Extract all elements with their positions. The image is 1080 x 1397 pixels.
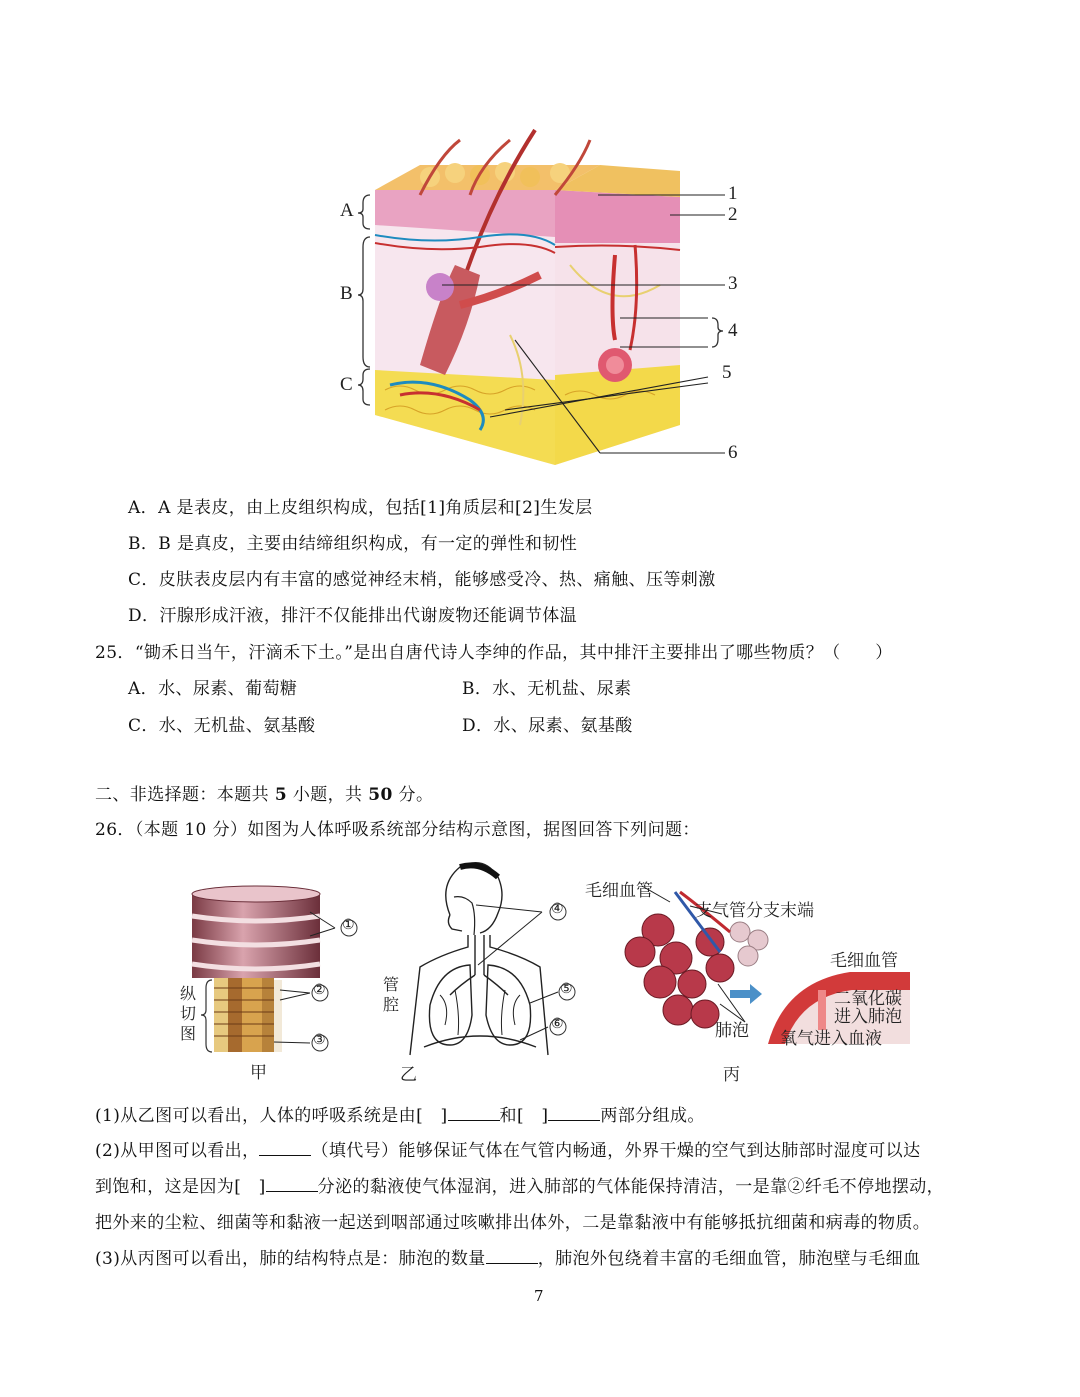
section-2-score: 50 [368, 785, 393, 805]
section-2-suffix: 分。 [392, 785, 434, 805]
yi-marker-6: ⑥ [551, 1016, 564, 1032]
skin-label-a: A [340, 200, 354, 221]
skin-label-2: 2 [728, 204, 738, 225]
section-2-heading [95, 784, 433, 806]
yi-marker-4: ④ [551, 901, 564, 917]
section-2-count: 5 [274, 785, 288, 805]
q26-sub2-line3: 把外来的尘粒、细菌等和黏液一起送到咽部通过咳嗽排出体外，二是靠黏液中有能够抵抗细菌和病毒的物质。 [95, 1213, 931, 1233]
q26-sub2-line2-part-b: 分泌的黏液使气体湿润，进入肺部的气体能保持清洁，一是靠②纤毛不停地摆动， [317, 1177, 945, 1197]
jia-marker-2: ② [313, 982, 326, 998]
q24-option-d: D．汗腺形成汗液，排汗不仅能排出代谢废物还能调节体温 [128, 606, 578, 626]
jia-caption: 甲 [250, 1063, 267, 1083]
skin-label-1: 1 [728, 183, 738, 204]
q26-sub1 [95, 1105, 705, 1127]
bing-label-alveoli: 肺泡 [715, 1021, 749, 1041]
bing-label-into-alveoli: 进入肺泡 [834, 1007, 902, 1027]
q26-sub2-part-a: (2)从甲图可以看出， [95, 1141, 260, 1161]
q26-sub2-line2-part-a: 到饱和，这是因为[ ] [95, 1177, 266, 1197]
jia-side-label: 纵切图 [180, 984, 197, 1043]
bing-caption: 丙 [723, 1065, 740, 1085]
q26-sub2-line2 [95, 1176, 944, 1198]
q26-sub3-part-b: ，肺泡外包绕着丰富的毛细血管，肺泡壁与毛细血 [537, 1249, 921, 1269]
skin-label-b: B [340, 283, 353, 304]
skin-label-5: 5 [722, 362, 732, 383]
q25-stem: 25．“锄禾日当午，汗滴禾下土。”是出自唐代诗人李绅的作品，其中排汗主要排出了哪些物质？（ ） [95, 643, 893, 663]
q26-sub1-part-a: (1)从乙图可以看出，人体的呼吸系统是由[ ] [95, 1106, 448, 1126]
q24-option-b: B．B 是真皮，主要由结缔组织构成，有一定的弹性和韧性 [128, 534, 578, 554]
jia-marker-1: ① [342, 917, 355, 933]
q25-option-b: B．水、无机盐、尿素 [462, 679, 632, 699]
bing-label-bronchiole: 支气管分支末端 [695, 901, 814, 921]
skin-figure [330, 125, 750, 480]
figure-jia [170, 880, 370, 1085]
skin-diagram [330, 125, 750, 480]
q26-sub2-blank-2[interactable] [266, 1177, 318, 1192]
q26-sub3-blank-1[interactable] [486, 1249, 538, 1264]
q25-option-d: D．水、尿素、氨基酸 [462, 716, 633, 736]
yi-caption: 乙 [400, 1065, 417, 1085]
skin-label-c: C [340, 374, 353, 395]
bing-label-capillary-top: 毛细血管 [585, 881, 653, 901]
q26-sub2-blank-1[interactable] [259, 1141, 311, 1156]
q26-sub1-part-c: 两部分组成。 [600, 1106, 705, 1126]
bing-label-capillary-right: 毛细血管 [830, 951, 898, 971]
figure-bing [580, 872, 920, 1087]
jia-marker-3: ③ [313, 1032, 326, 1048]
yi-side-label: 管腔 [383, 975, 400, 1014]
q26-sub3 [95, 1248, 921, 1270]
q25-option-c: C．水、无机盐、氨基酸 [128, 716, 316, 736]
q24-option-c: C．皮肤表皮层内有丰富的感觉神经末梢，能够感受冷、热、痛触、压等刺激 [128, 570, 716, 590]
q26-sub2-line1 [95, 1140, 920, 1162]
trachea-diagram [170, 880, 370, 1085]
q26-sub1-part-b: 和[ ] [499, 1106, 549, 1126]
section-2-prefix: 二、非选择题：本题共 [95, 785, 275, 805]
q26-sub1-blank-2[interactable] [548, 1106, 600, 1121]
bing-label-o2: 氧气进入血液 [780, 1029, 882, 1049]
q26-sub3-part-a: (3)从丙图可以看出，肺的结构特点是：肺泡的数量 [95, 1249, 486, 1269]
skin-label-6: 6 [728, 442, 738, 463]
bing-label-co2: 二氧化碳 [834, 989, 902, 1009]
yi-marker-5: ⑤ [560, 981, 573, 997]
q24-option-a: A．A 是表皮，由上皮组织构成，包括[1]角质层和[2]生发层 [128, 498, 593, 518]
figure-yi [380, 855, 580, 1085]
q25-option-a: A．水、尿素、葡萄糖 [128, 679, 298, 699]
page-number: 7 [534, 1287, 544, 1305]
respiratory-system-diagram [380, 855, 580, 1085]
q26-sub1-blank-1[interactable] [448, 1106, 500, 1121]
section-2-mid: 小题，共 [287, 785, 369, 805]
q26-stem: 26．（本题 10 分）如图为人体呼吸系统部分结构示意图，据图回答下列问题： [95, 820, 700, 840]
skin-label-4: 4 [728, 320, 738, 341]
skin-label-3: 3 [728, 273, 738, 294]
q26-sub2-part-b: （填代号）能够保证气体在气管内畅通，外界干燥的空气到达肺部时湿度可以达 [311, 1141, 921, 1161]
